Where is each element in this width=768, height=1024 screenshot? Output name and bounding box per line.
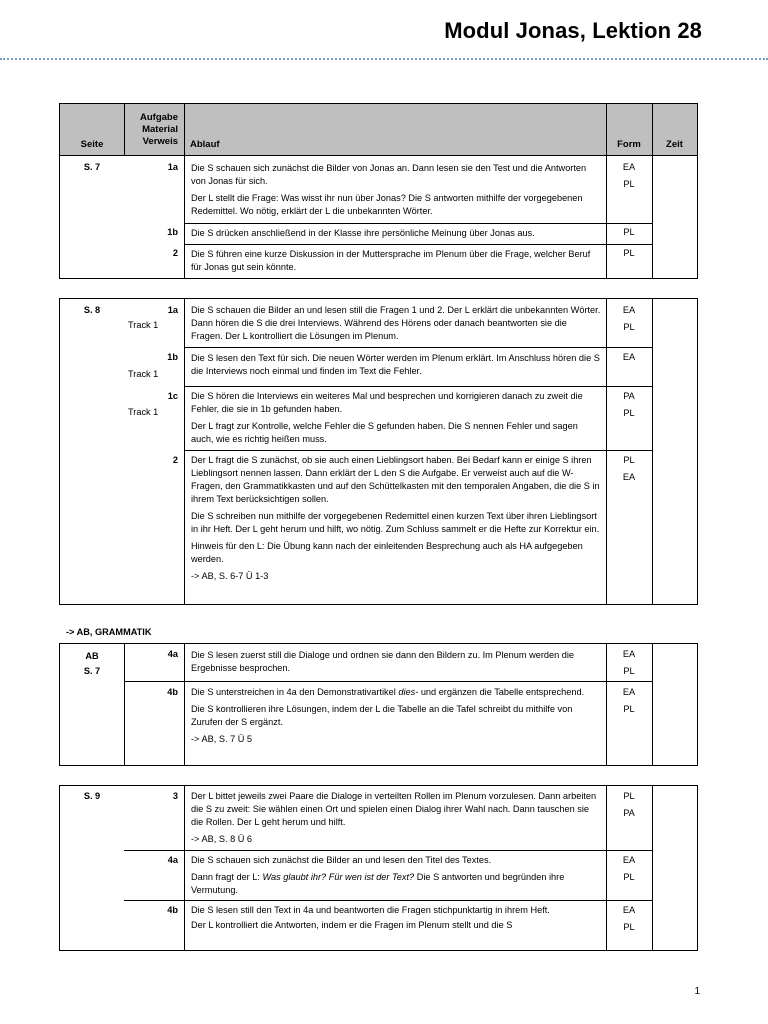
ablauf-paragraph: Der L fragt die S zunächst, ob sie auch einen Lieblingsort haben. Bei Bedarf kann er einige S ihren Lieblingsort nennen lassen. Dann erklärt der L den S die Aufgabe. Er verweist auch auf die W-Fragen, den Grammatikkasten und auf den Schüttelkasten mit den temporalen Angaben, die die S in ihrem Text berücksichtigen sollen. bbox=[191, 455, 600, 504]
form-value: PL bbox=[623, 872, 635, 882]
italic-question: Was glaubt ihr? Für wen ist der Text? bbox=[262, 872, 415, 882]
ablauf-paragraph bbox=[191, 871, 601, 897]
form-value: PL bbox=[623, 322, 635, 332]
text-run: Die S antworten und begründen ihre Vermutung. bbox=[191, 872, 565, 895]
form-value: EA bbox=[622, 162, 636, 172]
task-number: 1b bbox=[167, 352, 178, 362]
seite-line: AB bbox=[85, 651, 99, 661]
form-value: PA bbox=[623, 391, 635, 401]
ablauf-paragraph: Die S schauen die Bilder an und lesen still die Fragen 1 und 2. Der L erklärt die unbekannten Wörter. Dann hören die S die drei Interviews. Während des Hörens oder danach beantworten sie die Fragen. Der L kontrolliert die Lösungen im Plenum. bbox=[191, 305, 601, 341]
task-number: 1a bbox=[167, 305, 178, 315]
ablauf-paragraph: Die S schauen sich zunächst die Bilder an und lesen den Titel des Textes. bbox=[191, 855, 492, 865]
ablauf-text bbox=[191, 904, 601, 936]
ablauf-paragraph: Die S hören die Interviews ein weiteres Mal und besprechen und korrigieren danach zu zweit die Fehler, die sie in 1b gefunden haben. bbox=[191, 391, 583, 414]
ablauf-paragraph: Die S führen eine kurze Diskussion in der Muttersprache im Plenum über die Frage, welcher Beruf für Jonas gut sein könnte. bbox=[191, 249, 591, 272]
ablauf-text bbox=[191, 248, 601, 278]
ablauf-text bbox=[191, 162, 601, 222]
form-value: PL bbox=[623, 179, 635, 189]
ablauf-paragraph: Hinweis für den L: Die Übung kann nach der einleitenden Besprechung auch als HA aufgegeben werden. bbox=[191, 541, 583, 564]
ablauf-paragraph: Die S schauen sich zunächst die Bilder von Jonas an. Dann lesen sie den Test und die Antworten von Jonas für sich. bbox=[191, 163, 587, 186]
ablauf-paragraph: Die S lesen zuerst still die Dialoge und ordnen sie dann den Bildern zu. Im Plenum werden die Ergebnisse besprochen. bbox=[191, 650, 575, 673]
form-cell bbox=[606, 684, 652, 718]
lesson-block-s9 bbox=[59, 785, 698, 951]
form-value: PL bbox=[623, 922, 635, 932]
form-value: PL bbox=[623, 455, 635, 465]
row-divider bbox=[124, 850, 652, 851]
form-cell bbox=[606, 159, 652, 193]
text-run: Die S unterstreichen in 4a den Demonstrativartikel bbox=[191, 687, 399, 697]
form-cell bbox=[606, 788, 652, 822]
workbook-reference: -> AB, S. 6-7 Ü 1-3 bbox=[191, 571, 269, 581]
ablauf-paragraph: Die S schreiben nun mithilfe der vorgegebenen Redemittel einen kurzen Text über ihren Lieblingsort in ihr Heft. Der L geht herum und hilft, wo nötig. Zum Schluss sammelt er die Hefte zur Korrektur ein. bbox=[191, 511, 600, 534]
lesson-block-s8 bbox=[59, 298, 698, 605]
ablauf-paragraph: Der L kontrolliert die Antworten, indem er die Fragen im Plenum stellt und die S bbox=[191, 920, 513, 930]
lesson-block-s7 bbox=[59, 155, 698, 279]
form-value: PL bbox=[623, 791, 635, 801]
seite-cell: S. 9 bbox=[83, 791, 101, 801]
header-aufgabe-line1: Aufgabe bbox=[140, 112, 178, 123]
form-cell bbox=[606, 388, 652, 422]
seite-cell: S. 7 bbox=[83, 162, 101, 172]
lesson-block-ab-s7 bbox=[59, 643, 698, 766]
ablauf-paragraph: Der L fragt zur Kontrolle, welche Fehler die S gefunden haben. Die S nennen Fehler und sagen auch, wie es richtig heißen muss. bbox=[191, 421, 578, 444]
form-cell bbox=[606, 452, 652, 486]
task-number: 4b bbox=[167, 687, 178, 697]
ablauf-paragraph: Der L stellt die Frage: Was wisst ihr nun über Jonas? Die S antworten mithilfe der vorgegebenen Redemittel. Wo nötig, erklärt der L die unbekannten Wörter. bbox=[191, 193, 583, 216]
seite-line: S. 7 bbox=[83, 666, 101, 676]
table-header bbox=[59, 103, 698, 156]
page-title: Modul Jonas, Lektion 28 bbox=[444, 18, 702, 43]
form-value: EA bbox=[622, 352, 636, 362]
task-number: 1c bbox=[167, 391, 178, 401]
section-label: -> AB, GRAMMATIK bbox=[66, 627, 152, 637]
header-aufgabe-line3: Verweis bbox=[142, 136, 178, 147]
ablauf-text bbox=[191, 649, 601, 679]
header-seite: Seite bbox=[80, 139, 104, 150]
text-run: und ergänzen die Tabelle entsprechend. bbox=[418, 687, 585, 697]
row-divider bbox=[184, 347, 652, 348]
ablauf-text bbox=[191, 227, 601, 244]
row-divider bbox=[184, 223, 652, 224]
form-value: EA bbox=[622, 905, 636, 915]
form-cell bbox=[606, 245, 652, 262]
task-number: 2 bbox=[172, 455, 178, 465]
text-run: Dann fragt der L: bbox=[191, 872, 263, 882]
form-cell bbox=[606, 646, 652, 680]
header-aufgabe bbox=[124, 112, 178, 148]
ablauf-text bbox=[191, 854, 601, 901]
row-divider bbox=[184, 244, 652, 245]
seite-cell: S. 8 bbox=[83, 305, 101, 315]
ablauf-text bbox=[191, 790, 603, 850]
header-zeit: Zeit bbox=[666, 139, 683, 150]
ablauf-text bbox=[191, 454, 603, 587]
form-cell bbox=[606, 852, 652, 886]
form-value: PL bbox=[623, 408, 635, 418]
ablauf-paragraph bbox=[191, 686, 601, 699]
form-value: EA bbox=[622, 687, 636, 697]
form-value: PA bbox=[623, 808, 635, 818]
header-ablauf: Ablauf bbox=[190, 139, 220, 150]
form-value: PL bbox=[623, 666, 635, 676]
row-divider bbox=[184, 386, 652, 387]
track-label: Track 1 bbox=[128, 407, 159, 417]
ablauf-paragraph: Die S drücken anschließend in der Klasse ihre persönliche Meinung über Jonas aus. bbox=[191, 228, 535, 238]
ablauf-text bbox=[191, 304, 601, 347]
form-value: EA bbox=[622, 305, 636, 315]
form-cell bbox=[606, 224, 652, 241]
header-aufgabe-line2: Material bbox=[142, 124, 178, 135]
ablauf-paragraph: Die S kontrollieren ihre Lösungen, indem der L die Tabelle an die Tafel schreibt du mithilfe von Zurufen der S ergänzt. bbox=[191, 704, 573, 727]
task-number: 3 bbox=[172, 791, 178, 801]
task-number: 1a bbox=[167, 162, 178, 172]
task-number: 4a bbox=[167, 649, 178, 659]
form-value: PL bbox=[623, 704, 635, 714]
header-divider bbox=[0, 58, 768, 60]
page-number: 1 bbox=[694, 986, 700, 997]
ablauf-paragraph: Die S lesen still den Text in 4a und beantworten die Fragen stichpunktartig in ihrem Heft. bbox=[191, 905, 550, 915]
seite-cell bbox=[60, 649, 124, 679]
track-label: Track 1 bbox=[128, 320, 159, 330]
italic-term: dies- bbox=[398, 687, 419, 697]
form-value: PL bbox=[623, 227, 635, 237]
form-cell bbox=[606, 349, 652, 366]
workbook-reference: -> AB, S. 7 Ü 5 bbox=[191, 734, 253, 744]
form-value: EA bbox=[622, 855, 636, 865]
ablauf-paragraph: Der L bittet jeweils zwei Paare die Dialoge in verteilten Rollen im Plenum vorzulesen. Dann arbeiten die S zu zweit: Sie wählen einen Ort und spielen einen Dialog ihrer Wahl nach. Dann tauschen sie die Rollen. Der L geht herum und hilft. bbox=[191, 791, 597, 827]
ablauf-text bbox=[191, 390, 601, 450]
row-divider bbox=[184, 450, 652, 451]
row-divider bbox=[124, 681, 652, 682]
ablauf-paragraph: Die S lesen den Text für sich. Die neuen Wörter werden im Plenum erklärt. Im Anschluss hören die S die Interviews noch einmal und finden im Text die Fehler. bbox=[191, 353, 600, 376]
task-number: 2 bbox=[172, 248, 178, 258]
task-number: 4a bbox=[167, 855, 178, 865]
form-cell bbox=[606, 302, 652, 336]
header-form: Form bbox=[617, 139, 641, 150]
form-value: PL bbox=[623, 248, 635, 258]
track-label: Track 1 bbox=[128, 369, 159, 379]
form-cell bbox=[606, 902, 652, 936]
ablauf-text bbox=[191, 352, 601, 382]
task-number: 1b bbox=[167, 227, 178, 237]
task-number: 4b bbox=[167, 905, 178, 915]
form-value: EA bbox=[622, 472, 636, 482]
form-value: EA bbox=[622, 649, 636, 659]
workbook-reference: -> AB, S. 8 Ü 6 bbox=[191, 834, 253, 844]
ablauf-text bbox=[191, 686, 601, 750]
